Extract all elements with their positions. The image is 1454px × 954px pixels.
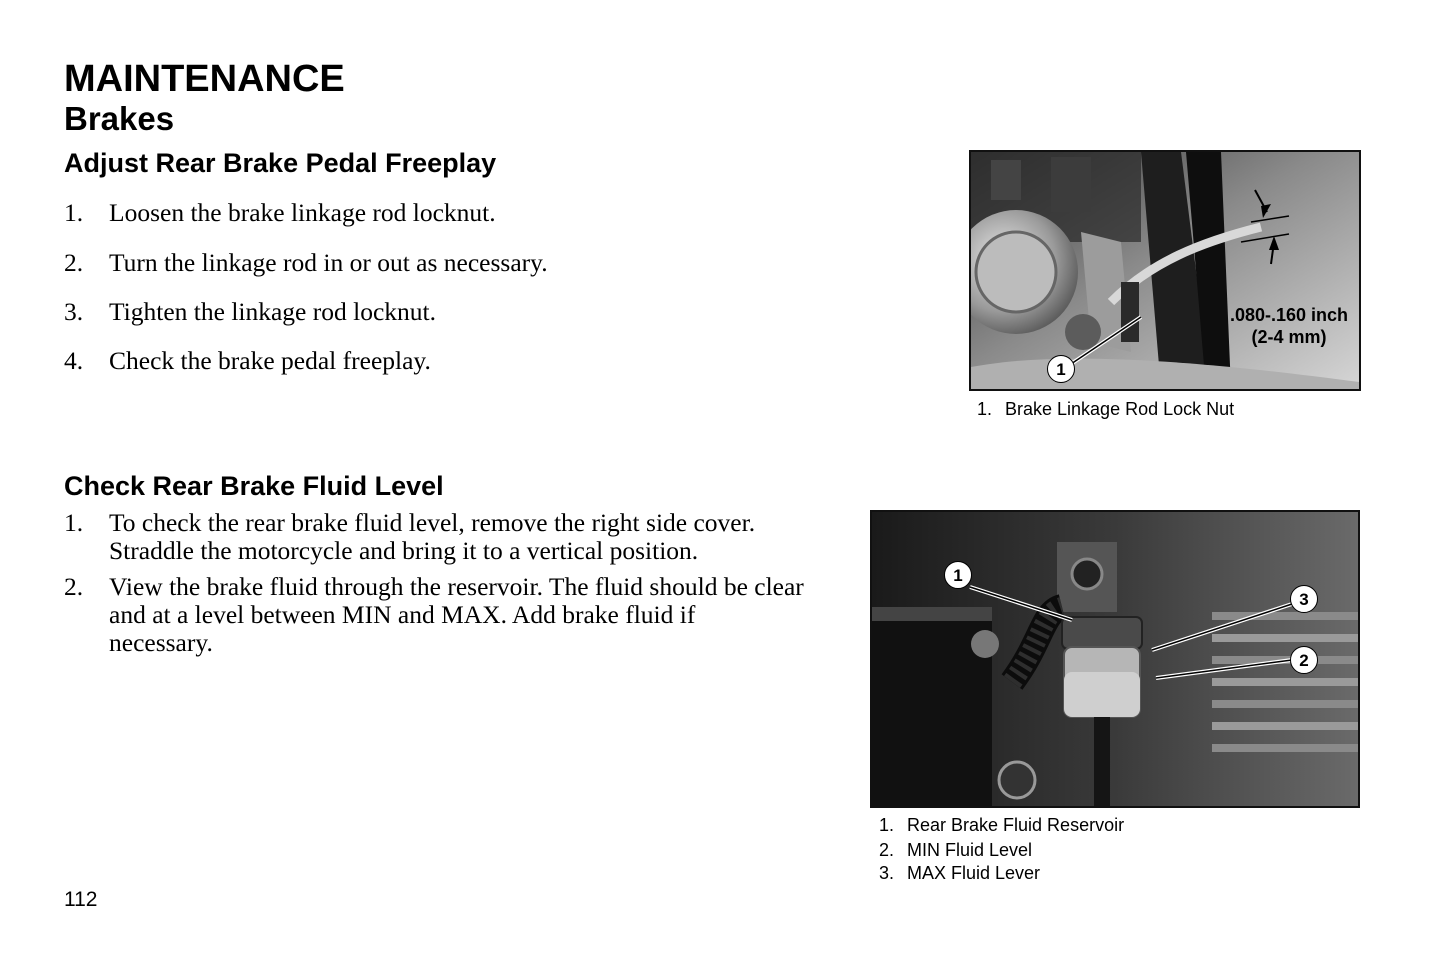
brake-reservoir-illustration [872,512,1358,806]
brake-fluid-reservoir-photo [870,510,1360,808]
section-heading-adjust-freeplay: Adjust Rear Brake Pedal Freeplay [64,148,497,178]
page-title: MAINTENANCE [64,58,345,100]
page-subtitle: Brakes [64,100,175,137]
step-text: View the brake fluid through the reservoir. The fluid should be clear and at a level between MIN and MAX. Add brake fluid if necessary. [109,572,804,657]
list-item [64,509,804,565]
dimension-mm: (2-4 mm) [1251,327,1327,347]
dimension-inches: .080-.160 inch [1229,305,1349,325]
list-item [64,298,824,326]
step-number: 3. [64,297,84,326]
callout-marker: 3 [1290,585,1318,613]
list-item [64,249,824,277]
caption-text: Brake Linkage Rod Lock Nut [1005,399,1235,419]
step-number: 2. [64,248,84,277]
caption-number: 1. [879,815,895,835]
figure-caption-list [879,814,1124,886]
section-heading-check-fluid: Check Rear Brake Fluid Level [64,471,444,501]
step-number: 1. [64,508,84,537]
steps-list-adjust-freeplay [64,199,824,375]
list-item [879,862,1124,886]
freeplay-dimension-label [1219,304,1359,348]
step-text: To check the rear brake fluid level, remove the right side cover. Straddle the motorcycle and bring it to a vertical position. [109,508,756,565]
caption-number: 1. [977,399,993,419]
step-text: Turn the linkage rod in or out as necessary. [109,248,548,277]
step-text: Check the brake pedal freeplay. [109,346,431,375]
brake-linkage-photo [969,150,1361,391]
callout-marker: 2 [1290,646,1318,674]
steps-list-check-fluid [64,509,804,657]
list-item [64,573,804,657]
caption-text: Rear Brake Fluid Reservoir [907,815,1125,835]
list-item [64,347,824,375]
caption-number: 3. [879,863,895,883]
caption-text: MAX Fluid Lever [907,863,1041,883]
list-item [879,814,1124,838]
brake-linkage-illustration [971,152,1359,389]
step-number: 1. [64,198,84,227]
step-number: 4. [64,346,84,375]
step-number: 2. [64,572,84,601]
step-text: Tighten the linkage rod locknut. [109,297,436,326]
callout-marker: 1 [944,561,972,589]
list-item [879,839,1124,863]
list-item [64,199,824,227]
figure-caption-list [977,398,1234,422]
page-number: 112 [64,888,98,911]
step-text: Loosen the brake linkage rod locknut. [109,198,496,227]
caption-number: 2. [879,839,895,860]
caption-text: MIN Fluid Level [907,839,1033,860]
callout-marker: 1 [1047,355,1075,383]
list-item [977,398,1234,422]
